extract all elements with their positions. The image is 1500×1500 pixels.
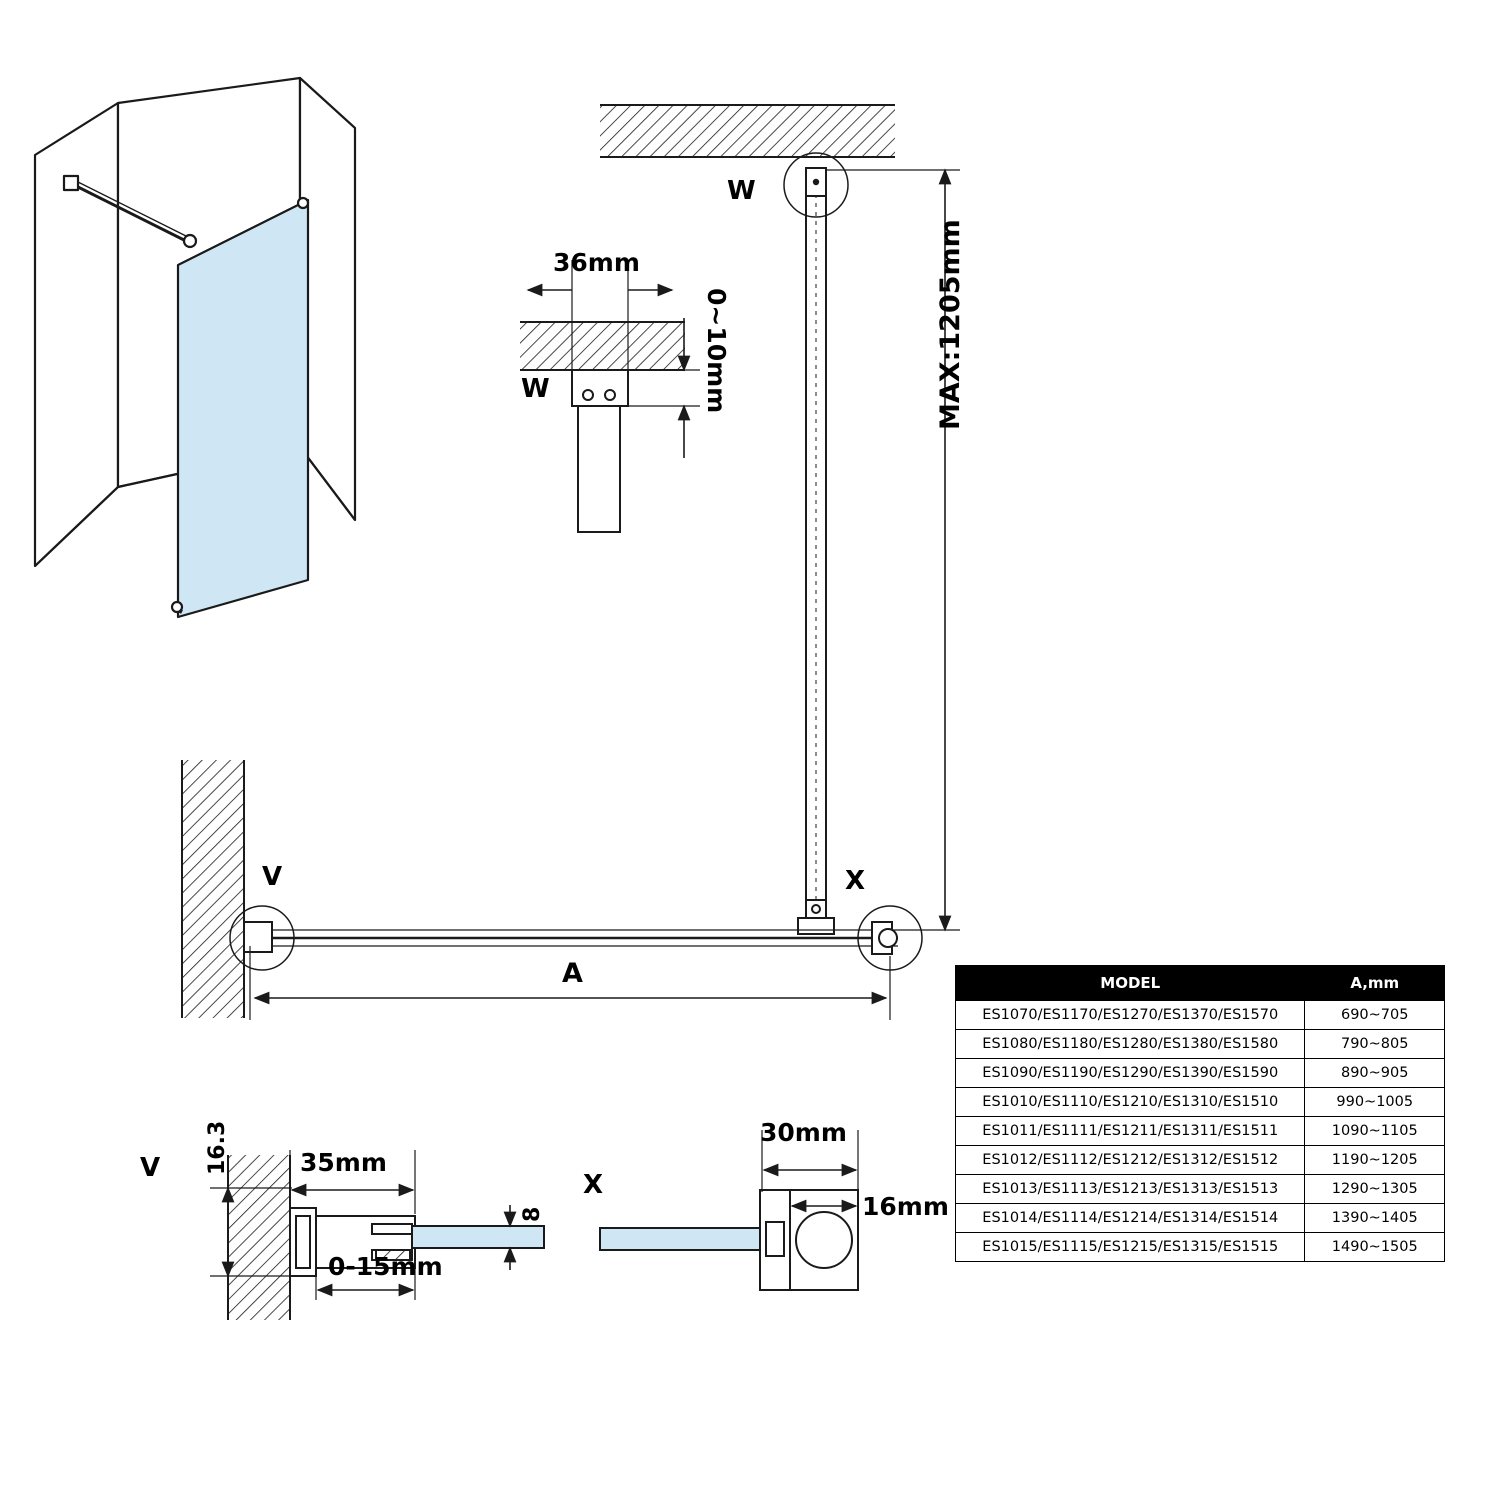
cell-model: ES1014/ES1114/ES1214/ES1314/ES1514 <box>956 1204 1305 1233</box>
table-row <box>956 1001 1445 1030</box>
dim-36mm: 36mm <box>553 248 640 277</box>
cell-a: 1390~1405 <box>1305 1204 1445 1233</box>
cell-a: 890~905 <box>1305 1059 1445 1088</box>
label-v-detail: V <box>140 1153 161 1183</box>
cell-a: 1290~1305 <box>1305 1175 1445 1204</box>
table-row <box>956 1233 1445 1262</box>
table-row <box>956 1030 1445 1059</box>
header-model: MODEL <box>956 966 1305 1001</box>
table-row <box>956 1117 1445 1146</box>
cell-model: ES1090/ES1190/ES1290/ES1390/ES1590 <box>956 1059 1305 1088</box>
dim-a: A <box>562 958 583 989</box>
model-spec-table <box>955 965 1445 1262</box>
cell-model: ES1011/ES1111/ES1211/ES1311/ES1511 <box>956 1117 1305 1146</box>
table-row <box>956 1175 1445 1204</box>
cell-model: ES1080/ES1180/ES1280/ES1380/ES1580 <box>956 1030 1305 1059</box>
cell-a: 690~705 <box>1305 1001 1445 1030</box>
dim-30mm: 30mm <box>760 1118 847 1147</box>
dim-0-10mm: 0~10mm <box>702 288 731 414</box>
table-row <box>956 1088 1445 1117</box>
cell-model: ES1013/ES1113/ES1213/ES1313/ES1513 <box>956 1175 1305 1204</box>
cell-a: 1490~1505 <box>1305 1233 1445 1262</box>
table-row <box>956 1204 1445 1233</box>
dim-16mm: 16mm <box>862 1192 949 1221</box>
dim-35mm: 35mm <box>300 1148 387 1177</box>
cell-a: 790~805 <box>1305 1030 1445 1059</box>
dim-0-15mm: 0-15mm <box>328 1252 443 1281</box>
dim-8: 8 <box>520 1206 545 1222</box>
table-header-row <box>956 966 1445 1001</box>
header-a-mm: A,mm <box>1305 966 1445 1001</box>
cell-model: ES1015/ES1115/ES1215/ES1315/ES1515 <box>956 1233 1305 1262</box>
label-x-detail: X <box>583 1170 604 1200</box>
cell-model: ES1012/ES1112/ES1212/ES1312/ES1512 <box>956 1146 1305 1175</box>
table-row <box>956 1059 1445 1088</box>
table-row <box>956 1146 1445 1175</box>
label-v-top: V <box>262 862 283 892</box>
label-w-top: W <box>727 176 756 206</box>
label-w-detail: W <box>521 374 550 404</box>
cell-model: ES1010/ES1110/ES1210/ES1310/ES1510 <box>956 1088 1305 1117</box>
cell-a: 990~1005 <box>1305 1088 1445 1117</box>
cell-a: 1090~1105 <box>1305 1117 1445 1146</box>
dim-16-3: 16.3 <box>205 1120 230 1175</box>
dim-max-height: MAX:1205mm <box>935 219 966 430</box>
label-x-top: X <box>845 866 866 896</box>
cell-a: 1190~1205 <box>1305 1146 1445 1175</box>
cell-model: ES1070/ES1170/ES1270/ES1370/ES1570 <box>956 1001 1305 1030</box>
